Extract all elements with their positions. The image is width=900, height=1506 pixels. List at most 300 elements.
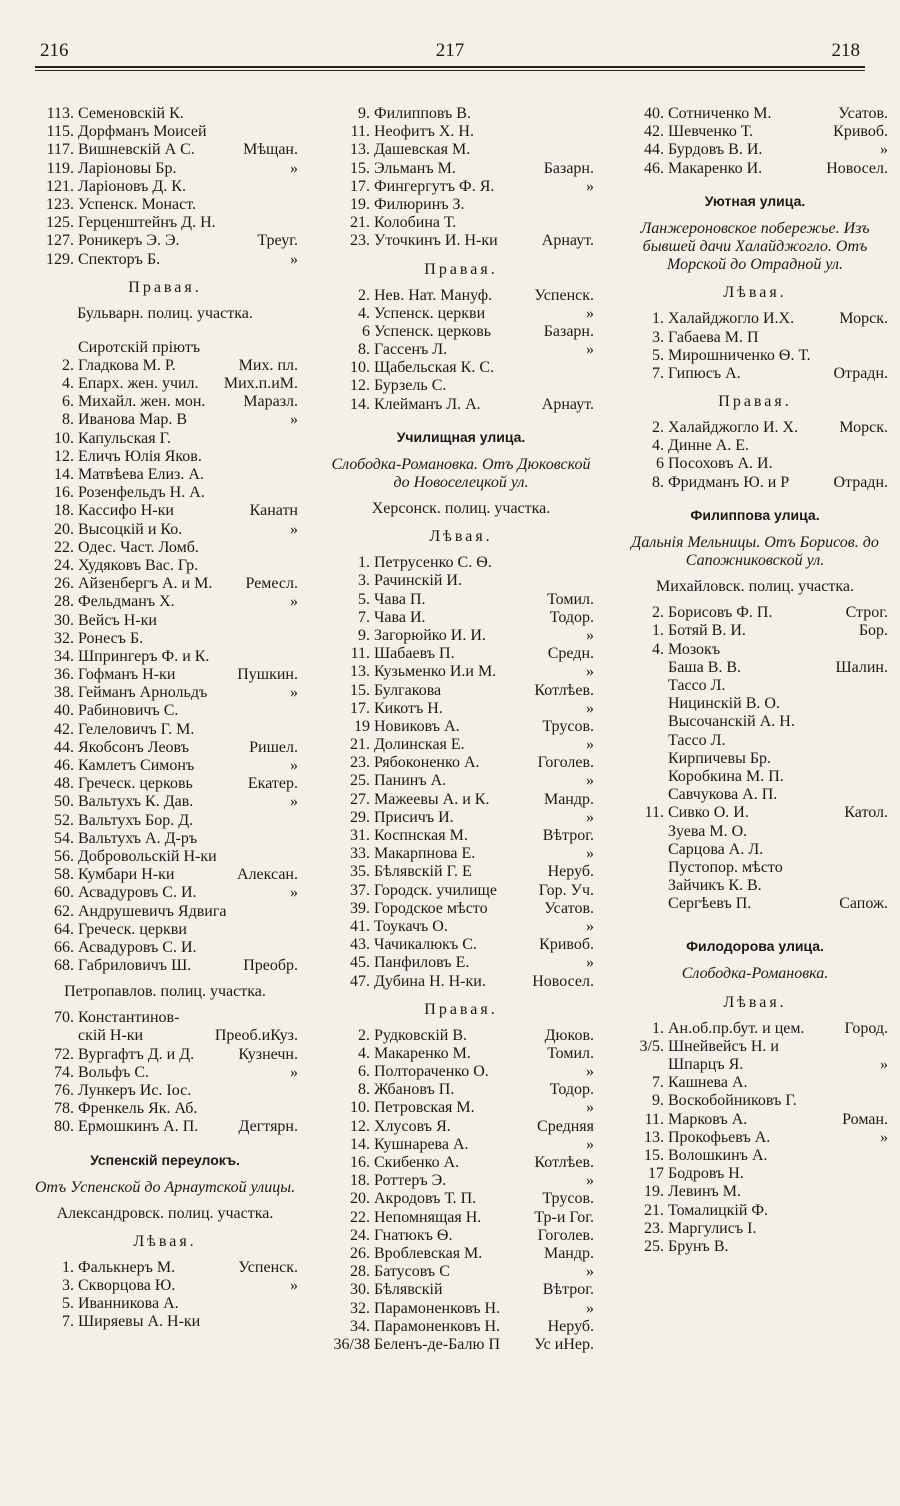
owner-name: Гелеловичъ Г. М. bbox=[78, 720, 195, 738]
house-number: 31. bbox=[350, 827, 370, 845]
cross-street: Гор. Уч. bbox=[538, 881, 594, 899]
list-item bbox=[620, 474, 890, 492]
cross-street: » bbox=[586, 699, 594, 717]
list-item bbox=[326, 141, 596, 159]
owner-name: Парамоненковъ Н. bbox=[374, 1317, 501, 1335]
owner-name: Прокофьевъ А. bbox=[668, 1128, 771, 1146]
list-item bbox=[326, 754, 596, 772]
cross-street: Алексан. bbox=[237, 866, 298, 884]
owner-name: Якобсонъ Леовъ bbox=[78, 738, 189, 756]
owner-name: Бѣлявскій bbox=[374, 1281, 443, 1299]
cross-street: Роман. bbox=[842, 1110, 888, 1128]
owner-name: Успенск. Монаст. bbox=[78, 195, 196, 213]
owner-name: Ларіоновы Бр. bbox=[78, 159, 177, 177]
house-number: 9. bbox=[652, 1092, 664, 1110]
list-item bbox=[326, 323, 596, 341]
cross-street bbox=[741, 1183, 890, 1201]
list-item bbox=[326, 827, 596, 845]
list-item bbox=[326, 1099, 596, 1117]
house-number: 12. bbox=[350, 377, 370, 395]
house-number: 13. bbox=[350, 663, 370, 681]
owner-name: Маргулисъ І. bbox=[668, 1219, 757, 1237]
cross-street bbox=[178, 702, 300, 720]
cross-street bbox=[179, 1295, 300, 1313]
owner-name: Тассо Л. bbox=[668, 677, 726, 695]
owner-name: Коробкина М. П. bbox=[668, 767, 784, 785]
owner-name: Сарцова А. Л. bbox=[668, 840, 764, 858]
list-item bbox=[326, 1263, 596, 1281]
column-right bbox=[620, 105, 890, 1256]
owner-name: Булгакова bbox=[374, 681, 442, 699]
owner-name: Высоцкій и Ко. bbox=[78, 520, 183, 538]
house-number bbox=[30, 339, 78, 357]
owner-name: Бѣлявскій Г. Е bbox=[374, 863, 472, 881]
spacer bbox=[30, 331, 300, 339]
cross-street: Неруб. bbox=[547, 1317, 594, 1335]
owner-name: Ширяевы А. Н-ки bbox=[78, 1313, 201, 1331]
house-number: 5. bbox=[358, 590, 370, 608]
list-item bbox=[326, 1027, 596, 1045]
cross-street: » bbox=[290, 884, 298, 902]
list-item bbox=[30, 793, 300, 811]
owner-name: Айзенбергъ А. и М. bbox=[78, 575, 213, 593]
list-item bbox=[326, 627, 596, 645]
house-number: 1. bbox=[62, 1258, 74, 1276]
cross-street: » bbox=[290, 757, 298, 774]
house-number: 7. bbox=[62, 1313, 74, 1331]
owner-name: Петрусенко С. Ѳ. bbox=[374, 554, 492, 572]
owner-name: Сергѣевъ П. bbox=[668, 895, 752, 913]
list-item bbox=[326, 1081, 596, 1099]
cross-street: » bbox=[880, 1128, 888, 1146]
house-number: 1. bbox=[652, 1019, 664, 1037]
house-number: 15. bbox=[644, 1146, 664, 1164]
house-number: 17. bbox=[350, 699, 370, 717]
owner-name: Ботяй В. И. bbox=[668, 622, 746, 640]
list-item bbox=[30, 1046, 300, 1064]
house-number: 21. bbox=[350, 214, 370, 232]
owner-name: Успенск. церковь bbox=[374, 322, 492, 340]
cross-street bbox=[205, 484, 300, 502]
house-number: 28. bbox=[350, 1263, 370, 1281]
cross-street bbox=[199, 539, 300, 557]
house-number: 125. bbox=[46, 214, 74, 232]
house-number: 30. bbox=[350, 1281, 370, 1299]
cross-street bbox=[768, 1147, 891, 1165]
house-number: 66. bbox=[54, 938, 74, 956]
house-number: 26. bbox=[350, 1244, 370, 1262]
owner-name: Кикотъ Н. bbox=[374, 699, 443, 717]
house-number: 27. bbox=[350, 790, 370, 808]
list-item bbox=[620, 1020, 890, 1038]
header-rule bbox=[35, 66, 865, 68]
house-number: 16. bbox=[350, 1154, 370, 1172]
cross-street bbox=[747, 823, 890, 841]
list-item bbox=[30, 721, 300, 739]
side-heading: Правая. bbox=[424, 1000, 498, 1018]
owner-name: Филюринъ З. bbox=[374, 195, 465, 213]
house-number bbox=[30, 1027, 78, 1045]
owner-name: Чачикалюкъ С. bbox=[374, 936, 477, 954]
list-item bbox=[620, 123, 890, 141]
list-item bbox=[620, 1183, 890, 1201]
house-number: 16. bbox=[54, 484, 74, 502]
list-item bbox=[30, 123, 300, 141]
cross-street: » bbox=[290, 520, 298, 538]
owner-name: Асвадуровъ С. И. bbox=[78, 938, 197, 956]
owner-name: Габриловичъ Ш. bbox=[78, 957, 192, 975]
cross-street: Вѣтрог. bbox=[542, 827, 594, 845]
house-number: 11. bbox=[350, 123, 370, 141]
house-number bbox=[620, 750, 668, 768]
cross-street: Томил. bbox=[547, 590, 594, 608]
house-number: 3. bbox=[62, 1276, 74, 1294]
police-district: Бульварн. полиц. участка. bbox=[77, 304, 253, 322]
owner-name: Ницинскій В. О. bbox=[668, 695, 780, 713]
house-number: 4. bbox=[358, 304, 370, 322]
owner-name: Петровская М. bbox=[374, 1099, 475, 1117]
cross-street: » bbox=[586, 663, 594, 681]
list-item bbox=[30, 141, 300, 159]
house-number: 60. bbox=[54, 884, 74, 902]
owner-name: Рябоконенко А. bbox=[374, 754, 480, 772]
house-number: 33. bbox=[350, 845, 370, 863]
cross-street: » bbox=[880, 141, 888, 159]
cross-street: » bbox=[290, 1063, 298, 1081]
street-description: Слободка-Романовка. Отъ Дюковской до Новоселецкой ул. bbox=[331, 455, 591, 492]
cross-street: Котлѣев. bbox=[534, 681, 594, 699]
list-item bbox=[620, 347, 890, 365]
list-item bbox=[620, 768, 890, 786]
house-number: 5. bbox=[62, 1295, 74, 1313]
house-number: 21. bbox=[350, 736, 370, 754]
cross-street bbox=[780, 695, 890, 713]
owner-name: Кумбари Н-ки bbox=[78, 866, 175, 884]
list-item bbox=[30, 612, 300, 630]
owner-name: Кассифо Н-ки bbox=[78, 502, 174, 520]
list-item bbox=[30, 411, 300, 429]
list-item bbox=[30, 196, 300, 214]
police-district: Херсонск. полиц. участка. bbox=[371, 500, 551, 518]
list-item bbox=[30, 812, 300, 830]
list-item bbox=[30, 393, 300, 411]
cross-street bbox=[728, 1238, 890, 1256]
house-number: 2. bbox=[358, 1026, 370, 1044]
house-number: 42. bbox=[644, 123, 664, 141]
list-item bbox=[30, 1313, 300, 1331]
cross-street bbox=[811, 347, 890, 365]
cross-street bbox=[762, 877, 890, 895]
house-number bbox=[620, 877, 668, 895]
house-number: 34. bbox=[350, 1317, 370, 1335]
owner-name: Габаева М. П bbox=[668, 328, 759, 346]
house-number: 78. bbox=[54, 1100, 74, 1118]
list-item bbox=[620, 677, 890, 695]
list-item bbox=[326, 105, 596, 123]
house-number: 46. bbox=[644, 159, 664, 177]
cross-street bbox=[726, 732, 890, 750]
cross-street: Отрадн. bbox=[833, 473, 888, 491]
cross-street: » bbox=[290, 684, 298, 702]
owner-name: Непомнящая Н. bbox=[374, 1208, 482, 1226]
list-item bbox=[30, 575, 300, 593]
list-item bbox=[30, 1259, 300, 1277]
house-number: 115. bbox=[46, 123, 74, 141]
list-item bbox=[30, 830, 300, 848]
list-item bbox=[620, 1147, 890, 1165]
list-item bbox=[620, 877, 890, 895]
house-number: 36/38 bbox=[333, 1335, 370, 1353]
cross-street: Кривоб. bbox=[539, 936, 594, 954]
owner-name: Филипповъ В. bbox=[374, 105, 471, 122]
cross-street: » bbox=[586, 1063, 594, 1081]
cross-street: Строг. bbox=[845, 604, 888, 622]
owner-name: Панинъ А. bbox=[374, 772, 447, 790]
house-number: 68. bbox=[54, 957, 74, 975]
cross-street: Дегтярн. bbox=[238, 1118, 298, 1136]
cross-street: Екатер. bbox=[247, 775, 298, 793]
cross-street bbox=[756, 1220, 890, 1238]
owner-name: Ермошкинъ А. П. bbox=[78, 1118, 199, 1136]
cross-street: » bbox=[586, 954, 594, 972]
list-item bbox=[620, 622, 890, 640]
owner-name: Высочанскій А. Н. bbox=[668, 713, 795, 731]
owner-name: Шевченко Т. bbox=[668, 123, 754, 141]
house-number: 32. bbox=[54, 629, 74, 647]
list-item bbox=[30, 684, 300, 702]
cross-street bbox=[768, 1202, 890, 1220]
owner-name: Беленъ-де-Балю П bbox=[374, 1335, 501, 1353]
house-number bbox=[620, 732, 668, 750]
list-item bbox=[326, 396, 596, 414]
cross-street bbox=[171, 430, 300, 448]
street-title: Филодорова улица. bbox=[686, 938, 824, 955]
cross-street: » bbox=[290, 159, 298, 177]
house-number: 20. bbox=[350, 1190, 370, 1208]
list-item bbox=[30, 1295, 300, 1313]
list-item bbox=[326, 609, 596, 627]
cross-street bbox=[157, 612, 300, 630]
house-number: 29. bbox=[350, 808, 370, 826]
cross-street bbox=[744, 1165, 890, 1183]
list-item bbox=[30, 521, 300, 539]
house-number: 25. bbox=[644, 1237, 664, 1255]
cross-street: Трусов. bbox=[542, 1190, 594, 1208]
cross-street: Пушкин. bbox=[237, 666, 298, 684]
owner-name: Шнейвейсъ Н. и bbox=[668, 1037, 779, 1055]
owner-name: Скворцова Ю. bbox=[78, 1276, 176, 1294]
cross-street bbox=[797, 1092, 890, 1110]
cross-street bbox=[748, 1074, 890, 1092]
list-item bbox=[326, 554, 596, 572]
side-heading: Лѣвая. bbox=[429, 528, 493, 546]
house-number: 47. bbox=[350, 972, 370, 990]
list-item bbox=[326, 936, 596, 954]
list-item bbox=[620, 1038, 890, 1056]
cross-street bbox=[494, 359, 596, 377]
list-item bbox=[30, 375, 300, 393]
owner-name: Марковъ А. bbox=[668, 1110, 748, 1128]
list-item bbox=[326, 359, 596, 377]
house-number: 2. bbox=[652, 419, 664, 437]
page-number-right: 218 bbox=[831, 40, 860, 61]
list-item bbox=[30, 339, 300, 357]
list-item bbox=[326, 900, 596, 918]
cross-street bbox=[179, 1009, 300, 1027]
owner-name: Бодровъ Н. bbox=[668, 1165, 744, 1183]
cross-street: Усатов. bbox=[544, 899, 594, 917]
list-item bbox=[30, 466, 300, 484]
owner-name: Гассенъ Л. bbox=[374, 341, 448, 359]
list-item bbox=[620, 1220, 890, 1238]
side-heading: Лѣвая. bbox=[723, 993, 787, 1011]
house-number: 40. bbox=[54, 702, 74, 720]
cross-street: » bbox=[586, 1263, 594, 1281]
house-number: 7. bbox=[652, 364, 664, 382]
house-number bbox=[620, 895, 668, 913]
list-item bbox=[620, 455, 890, 473]
cross-street bbox=[465, 196, 596, 214]
list-item bbox=[620, 1111, 890, 1129]
list-item bbox=[620, 750, 890, 768]
house-number: 10. bbox=[350, 1099, 370, 1117]
list-item bbox=[326, 809, 596, 827]
owner-name: Кашнева А. bbox=[668, 1074, 748, 1092]
cross-street: » bbox=[586, 845, 594, 863]
house-number: 23. bbox=[644, 1219, 664, 1237]
cross-street: Шалин. bbox=[835, 658, 888, 676]
owner-name: Дубина Н. Н-ки. bbox=[374, 972, 486, 990]
owner-name: Вальтухъ К. Дав. bbox=[78, 793, 194, 811]
list-item bbox=[30, 1100, 300, 1118]
cross-street bbox=[184, 105, 300, 123]
owner-name: Андрушевичъ Ядвига bbox=[78, 902, 227, 920]
owner-name: Розенфельдъ Н. А. bbox=[78, 484, 205, 502]
owner-name: Греческ. церковь bbox=[78, 775, 193, 793]
cross-street: » bbox=[586, 626, 594, 644]
owner-name: Тоукачъ О. bbox=[374, 917, 448, 935]
list-item bbox=[326, 718, 596, 736]
list-item bbox=[620, 895, 890, 913]
list-item bbox=[620, 859, 890, 877]
street-description: Слободка-Романовка. bbox=[681, 965, 829, 983]
owner-name: Пустопор. мѣсто bbox=[668, 858, 783, 876]
list-item bbox=[620, 419, 890, 437]
house-number bbox=[620, 695, 668, 713]
cross-street: Ришел. bbox=[249, 738, 298, 756]
cross-street bbox=[783, 859, 890, 877]
house-number: 23. bbox=[350, 232, 370, 250]
list-item bbox=[326, 954, 596, 972]
list-item bbox=[30, 648, 300, 666]
owner-name: Панфиловъ Е. bbox=[374, 954, 470, 972]
list-item bbox=[30, 1118, 300, 1136]
owner-name: Городск. училище bbox=[374, 881, 497, 899]
house-number: 28. bbox=[54, 593, 74, 611]
house-number: 34. bbox=[54, 647, 74, 665]
house-number: 117. bbox=[46, 141, 74, 159]
owner-name: Иванова Мар. В bbox=[78, 411, 188, 429]
cross-street: » bbox=[586, 304, 594, 322]
owner-name: Новиковъ А. bbox=[374, 717, 460, 735]
cross-street: Гоголев. bbox=[537, 754, 594, 772]
cross-street bbox=[726, 677, 890, 695]
owner-name: Воскобойниковъ Г. bbox=[668, 1092, 797, 1110]
owner-name: Гладкова М. Р. bbox=[78, 356, 176, 374]
house-number: 8. bbox=[358, 341, 370, 359]
house-number: 10. bbox=[350, 359, 370, 377]
list-item bbox=[30, 557, 300, 575]
owner-name: Неофитъ Х. Н. bbox=[374, 123, 474, 141]
owner-name: Нев. Нат. Мануф. bbox=[374, 286, 493, 304]
house-number: 1. bbox=[652, 310, 664, 328]
list-item bbox=[620, 641, 890, 659]
owner-name: Фельдманъ Х. bbox=[78, 593, 175, 611]
owner-name: Успенск. церкви bbox=[374, 304, 486, 322]
list-item bbox=[620, 160, 890, 178]
owner-name: Эльманъ М. bbox=[374, 159, 456, 177]
list-item bbox=[326, 791, 596, 809]
house-number: 8. bbox=[62, 411, 74, 429]
cross-street bbox=[200, 339, 300, 357]
house-number: 121. bbox=[46, 177, 74, 195]
list-item bbox=[326, 377, 596, 395]
list-item bbox=[30, 666, 300, 684]
house-number: 43. bbox=[350, 936, 370, 954]
house-number: 52. bbox=[54, 811, 74, 829]
list-item bbox=[326, 772, 596, 790]
owner-name: Иванникова А. bbox=[78, 1295, 179, 1313]
list-item bbox=[30, 251, 300, 269]
side-heading: Правая. bbox=[128, 278, 202, 296]
house-number: 15. bbox=[350, 159, 370, 177]
house-number: 4. bbox=[62, 375, 74, 393]
list-item bbox=[30, 593, 300, 611]
side-heading: Лѣвая. bbox=[723, 284, 787, 302]
house-number bbox=[620, 1056, 668, 1074]
list-item bbox=[620, 1129, 890, 1147]
house-number: 44. bbox=[644, 141, 664, 159]
owner-name: Чава И. bbox=[374, 608, 426, 626]
owner-name: Матвѣева Елиз. А. bbox=[78, 466, 204, 483]
owner-name: Семеновскій К. bbox=[78, 105, 184, 122]
house-number: 24. bbox=[54, 556, 74, 574]
list-item bbox=[326, 1281, 596, 1299]
street-title: Уютная улица. bbox=[704, 192, 806, 209]
house-number: 3. bbox=[358, 572, 370, 590]
list-item bbox=[30, 214, 300, 232]
cross-street: » bbox=[586, 177, 594, 195]
list-item bbox=[620, 604, 890, 622]
house-number: 1. bbox=[652, 622, 664, 640]
list-item bbox=[326, 123, 596, 141]
owner-name: Щабельская К. С. bbox=[374, 359, 494, 377]
owner-name: Савчукова А. П. bbox=[668, 786, 778, 804]
owner-name: Гофманъ Н-ки bbox=[78, 666, 176, 684]
list-item bbox=[30, 921, 300, 939]
list-item bbox=[326, 287, 596, 305]
owner-name: Асвадуровъ С. И. bbox=[78, 884, 197, 902]
owner-name: Волошкинъ А. bbox=[668, 1146, 768, 1164]
cross-street bbox=[198, 557, 300, 575]
cross-street: Морск. bbox=[839, 310, 888, 328]
cross-street: Арнаут. bbox=[541, 232, 594, 250]
owner-name: Бурдовъ В. И. bbox=[668, 141, 763, 159]
list-item bbox=[326, 572, 596, 590]
owner-name: Вургафтъ Д. и Д. bbox=[78, 1045, 195, 1063]
cross-street: Новосел. bbox=[532, 972, 594, 990]
cross-street: Вѣтрог. bbox=[542, 1281, 594, 1299]
